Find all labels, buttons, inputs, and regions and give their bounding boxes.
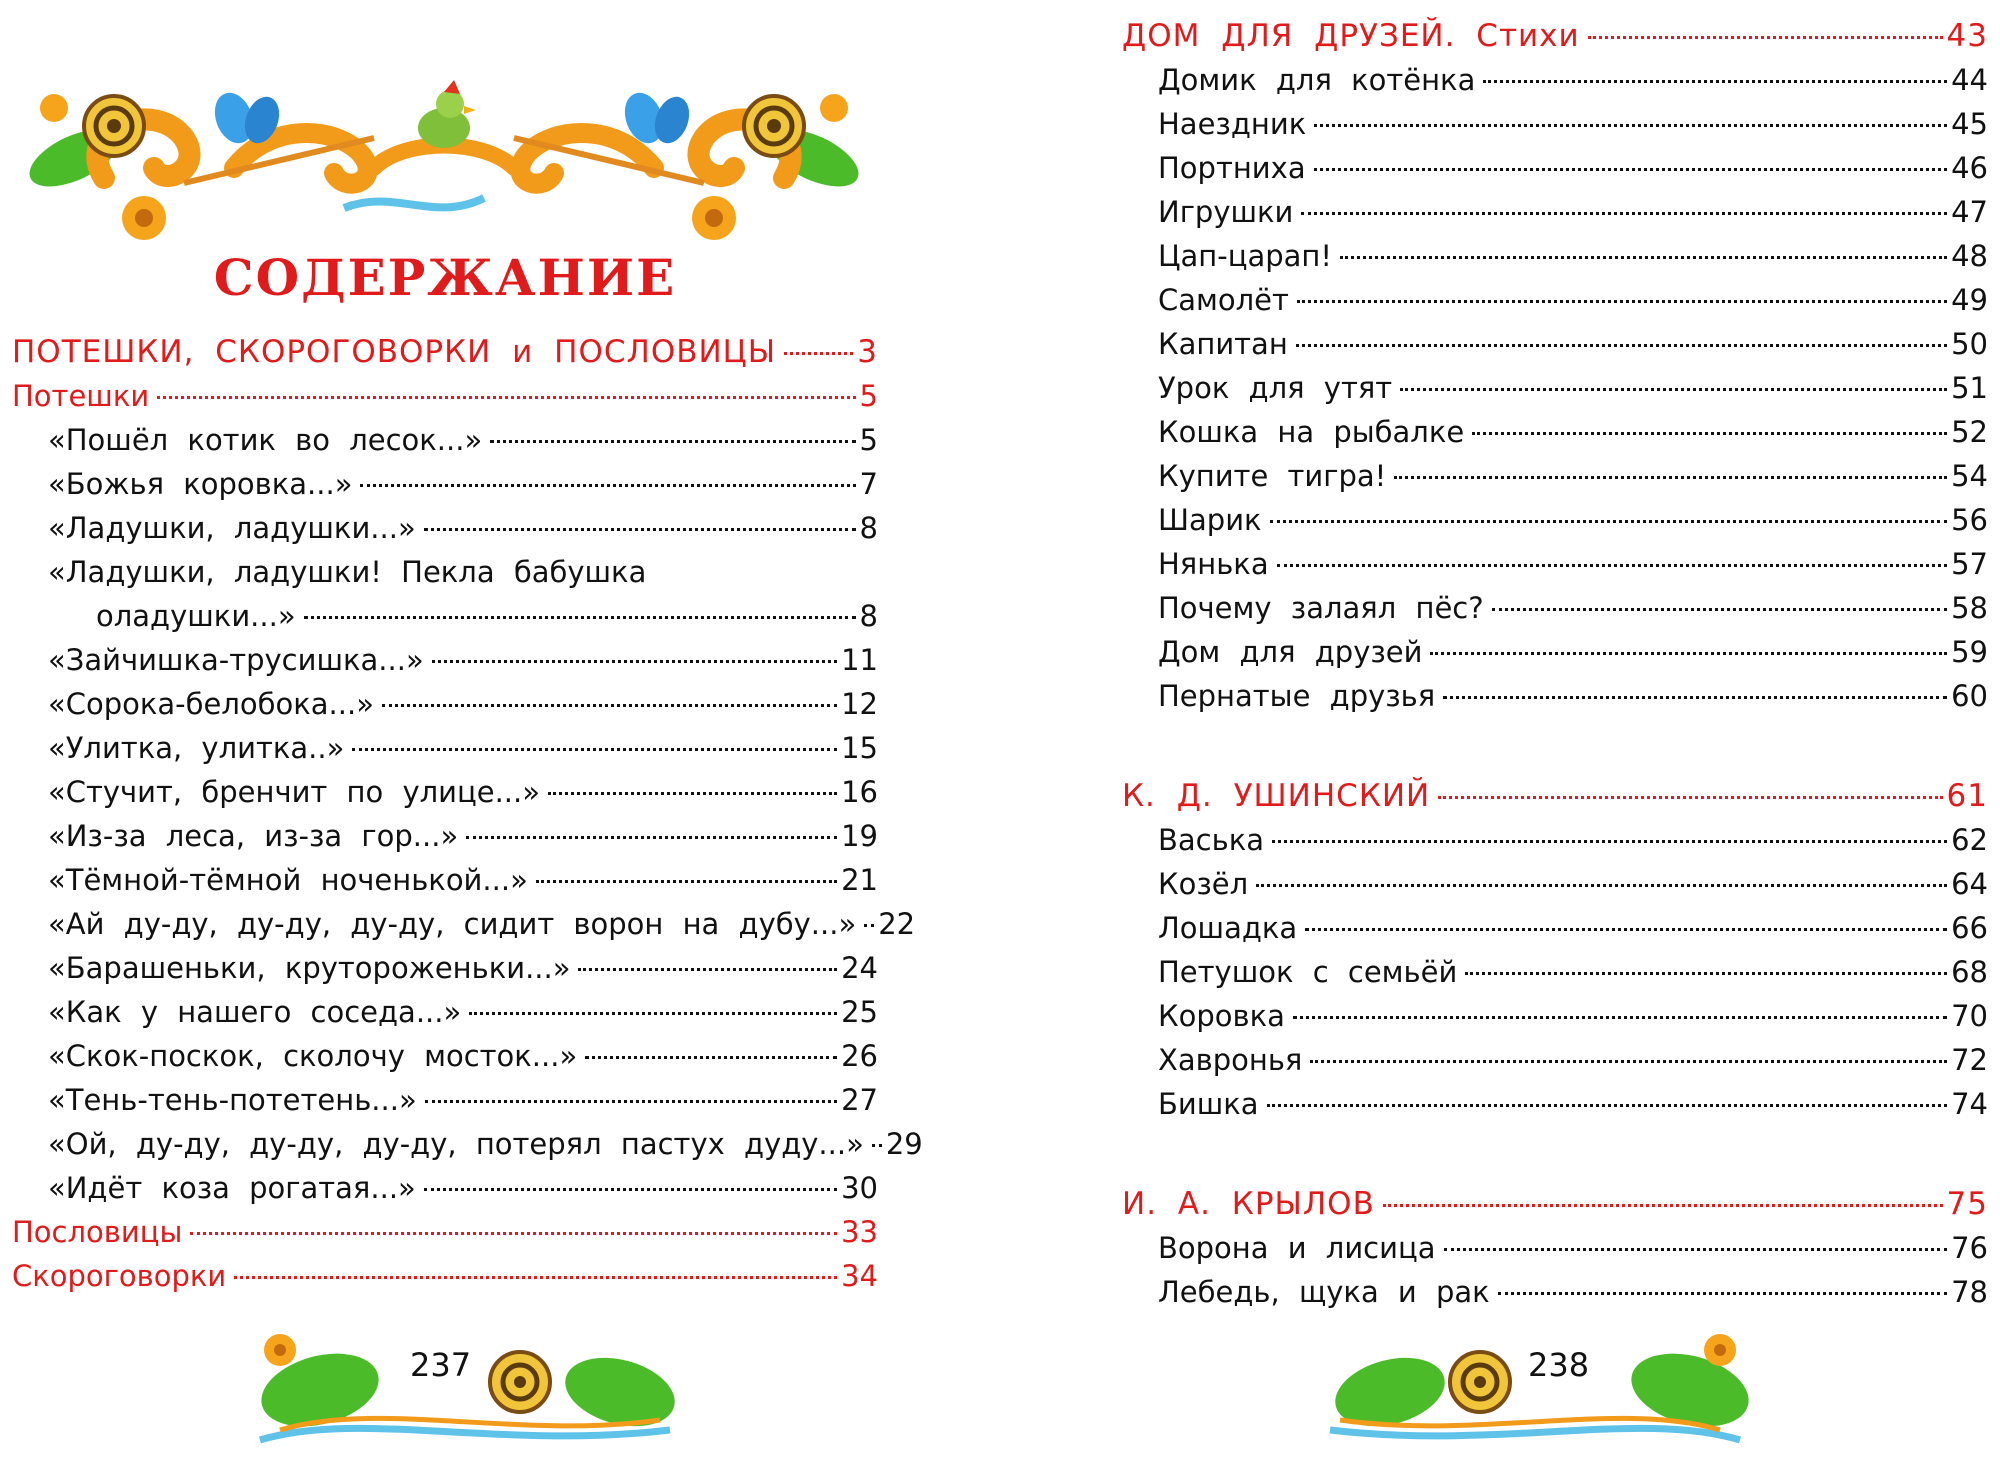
toc-entry-page: 44 bbox=[1951, 63, 1988, 97]
toc-entry-title: Бишка bbox=[1158, 1087, 1259, 1121]
toc-right bbox=[1122, 14, 1988, 1314]
toc-item-row[interactable] bbox=[1122, 278, 1988, 322]
toc-entry-title: Домик для котёнка bbox=[1158, 63, 1476, 97]
dot-leader bbox=[304, 616, 856, 619]
dot-leader bbox=[1588, 36, 1943, 39]
toc-entry-page: 56 bbox=[1951, 503, 1988, 537]
dot-leader bbox=[490, 440, 855, 443]
toc-entry-page: 25 bbox=[841, 995, 878, 1029]
toc-item-row[interactable] bbox=[1122, 322, 1988, 366]
dot-leader bbox=[1443, 696, 1947, 699]
dot-leader bbox=[1314, 168, 1948, 171]
toc-entry-title: Васька bbox=[1158, 823, 1264, 857]
dot-leader bbox=[1272, 840, 1947, 843]
dot-leader bbox=[1498, 1292, 1947, 1295]
dot-leader bbox=[578, 968, 837, 971]
toc-entry-page: 50 bbox=[1951, 327, 1988, 361]
toc-item-row[interactable] bbox=[1122, 1082, 1988, 1126]
header-ornament bbox=[14, 8, 874, 248]
dot-leader bbox=[1472, 432, 1947, 435]
toc-entry-page: 58 bbox=[1951, 591, 1988, 625]
toc-item-row[interactable] bbox=[1122, 674, 1988, 718]
toc-entry-title: Купите тигра! bbox=[1158, 459, 1387, 493]
toc-entry-page: 47 bbox=[1951, 195, 1988, 229]
toc-entry-page: 43 bbox=[1946, 18, 1988, 54]
toc-item-row[interactable] bbox=[1122, 586, 1988, 630]
toc-entry-title: Козёл bbox=[1158, 867, 1249, 901]
toc-item-row[interactable] bbox=[1122, 1226, 1988, 1270]
toc-entry-title: «Сорока-белобока...» bbox=[48, 687, 374, 721]
dot-leader bbox=[382, 704, 837, 707]
toc-entry-title: Коровка bbox=[1158, 999, 1285, 1033]
dot-leader bbox=[585, 1056, 837, 1059]
toc-entry-page: 59 bbox=[1951, 635, 1988, 669]
toc-entry-title: «Тень-тень-потетень...» bbox=[48, 1083, 417, 1117]
flower-icon bbox=[264, 1334, 296, 1366]
toc-entry-page: 75 bbox=[1946, 1186, 1988, 1222]
toc-item-row[interactable] bbox=[1122, 146, 1988, 190]
dot-leader bbox=[352, 748, 837, 751]
toc-entry-page: 57 bbox=[1951, 547, 1988, 581]
dot-leader bbox=[1256, 884, 1947, 887]
toc-entry-title: «Улитка, улитка..» bbox=[48, 731, 345, 765]
toc-entry-page: 62 bbox=[1951, 823, 1988, 857]
toc-entry-title: оладушки...» bbox=[96, 599, 296, 633]
toc-entry-title: Шарик bbox=[1158, 503, 1262, 537]
toc-entry-page: 54 bbox=[1951, 459, 1988, 493]
dot-leader bbox=[190, 1232, 837, 1235]
dot-leader bbox=[1483, 80, 1947, 83]
toc-item-row[interactable] bbox=[1122, 1270, 1988, 1314]
toc-entry-page: 12 bbox=[841, 687, 878, 721]
toc-entry-title: Скороговорки bbox=[12, 1259, 227, 1293]
toc-entry-title: «Ай ду-ду, ду-ду, ду-ду, сидит ворон на дубу...» bbox=[48, 907, 857, 941]
toc-item-row[interactable] bbox=[1122, 454, 1988, 498]
toc-entry-page: 21 bbox=[841, 863, 878, 897]
toc-entry-title: «Ой, ду-ду, ду-ду, ду-ду, потерял пастух дуду...» bbox=[48, 1127, 864, 1161]
toc-item-row[interactable] bbox=[12, 1078, 878, 1122]
snail-icon bbox=[490, 1352, 550, 1412]
toc-entry-title: «Идёт коза рогатая...» bbox=[48, 1171, 416, 1205]
toc-entry-page: 33 bbox=[841, 1215, 878, 1249]
toc-entry-title: Самолёт bbox=[1158, 283, 1289, 317]
page-number: 238 bbox=[1528, 1346, 1590, 1384]
toc-entry-title: Кошка на рыбалке bbox=[1158, 415, 1465, 449]
toc-entry-title: Пословицы bbox=[12, 1215, 183, 1249]
toc-item-row[interactable] bbox=[12, 418, 878, 462]
toc-entry-title: «Скок-поскок, сколочу мосток...» bbox=[48, 1039, 578, 1073]
toc-entry-title: Лебедь, щука и рак bbox=[1158, 1275, 1490, 1309]
toc-item-row[interactable] bbox=[12, 902, 916, 946]
toc-item-row[interactable] bbox=[1122, 102, 1988, 146]
toc-left bbox=[12, 330, 923, 1298]
dot-leader bbox=[1310, 1060, 1947, 1063]
toc-item-row[interactable] bbox=[12, 990, 878, 1034]
toc-entry-page: 34 bbox=[841, 1259, 878, 1293]
dot-leader bbox=[424, 1188, 837, 1191]
dot-leader bbox=[1305, 928, 1947, 931]
toc-item-row[interactable] bbox=[12, 814, 878, 858]
toc-entry-page: 51 bbox=[1951, 371, 1988, 405]
toc-entry-page: 66 bbox=[1951, 911, 1988, 945]
dot-leader bbox=[1270, 520, 1948, 523]
toc-entry-title: «Из-за леса, из-за гор...» bbox=[48, 819, 459, 853]
toc-entry-title: «Божья коровка...» bbox=[48, 467, 353, 501]
toc-entry-title: Петушок с семьёй bbox=[1158, 955, 1458, 989]
toc-entry-title: К. Д. УШИНСКИЙ bbox=[1122, 778, 1431, 814]
toc-entry-title: Наездник bbox=[1158, 107, 1307, 141]
toc-part-row[interactable] bbox=[12, 1254, 878, 1298]
toc-entry-page: 30 bbox=[841, 1171, 878, 1205]
toc-item-row[interactable] bbox=[12, 946, 878, 990]
toc-entry-title: «Зайчишка-трусишка...» bbox=[48, 643, 424, 677]
dot-leader bbox=[425, 1100, 837, 1103]
toc-entry-title: «Как у нашего соседа...» bbox=[48, 995, 462, 1029]
toc-entry-page: 5 bbox=[859, 379, 878, 413]
toc-entry-title: Лошадка bbox=[1158, 911, 1298, 945]
toc-entry-page: 5 bbox=[859, 423, 878, 457]
page-number: 237 bbox=[410, 1346, 472, 1384]
toc-entry-page: 27 bbox=[841, 1083, 878, 1117]
toc-part-row[interactable] bbox=[12, 1210, 878, 1254]
dot-leader bbox=[1430, 652, 1947, 655]
dot-leader bbox=[1383, 1204, 1943, 1207]
toc-item-row[interactable] bbox=[1122, 862, 1988, 906]
dot-leader bbox=[1438, 796, 1942, 799]
dot-leader bbox=[424, 528, 856, 531]
dot-leader bbox=[1314, 124, 1947, 127]
toc-entry-title: «Ладушки, ладушки...» bbox=[48, 511, 416, 545]
toc-item-row[interactable] bbox=[12, 594, 878, 638]
toc-entry-page: 3 bbox=[857, 334, 878, 370]
toc-entry-page: 49 bbox=[1951, 283, 1988, 317]
dot-leader bbox=[1267, 1104, 1948, 1107]
toc-entry-page: 8 bbox=[859, 511, 878, 545]
dot-leader bbox=[466, 836, 837, 839]
toc-entry-page: 52 bbox=[1951, 415, 1988, 449]
toc-entry-page: 76 bbox=[1951, 1231, 1988, 1265]
toc-item-row[interactable] bbox=[1122, 498, 1988, 542]
dot-leader bbox=[1465, 972, 1947, 975]
toc-entry-page: 7 bbox=[859, 467, 878, 501]
dot-leader bbox=[1340, 256, 1947, 259]
toc-entry-title: «Стучит, бренчит по улице...» bbox=[48, 775, 540, 809]
toc-entry-page: 45 bbox=[1951, 107, 1988, 141]
toc-entry-page: 61 bbox=[1946, 778, 1988, 814]
toc-item-row[interactable] bbox=[12, 1034, 878, 1078]
dot-leader bbox=[1492, 608, 1947, 611]
toc-entry-page: 11 bbox=[841, 643, 878, 677]
toc-entry-page: 68 bbox=[1951, 955, 1988, 989]
dot-leader bbox=[864, 924, 874, 927]
toc-entry-title: Ворона и лисица bbox=[1158, 1231, 1436, 1265]
spacer bbox=[1122, 718, 1988, 774]
dot-leader bbox=[1301, 212, 1947, 215]
bird-icon bbox=[418, 80, 476, 148]
toc-item-row[interactable] bbox=[1122, 190, 1988, 234]
toc-section-row[interactable] bbox=[1122, 14, 1988, 58]
toc-entry-title: «Барашеньки, крутороженьки...» bbox=[48, 951, 571, 985]
dot-leader bbox=[1297, 300, 1947, 303]
toc-item-row[interactable] bbox=[1122, 818, 1988, 862]
toc-entry-title: Цап-царап! bbox=[1158, 239, 1332, 273]
toc-entry-title: ДОМ ДЛЯ ДРУЗЕЙ. Стихи bbox=[1122, 18, 1580, 54]
toc-item-row[interactable] bbox=[1122, 630, 1988, 674]
toc-section-row[interactable] bbox=[1122, 1182, 1988, 1226]
dot-leader bbox=[536, 880, 837, 883]
toc-entry-page: 19 bbox=[841, 819, 878, 853]
toc-item-row[interactable] bbox=[1122, 410, 1988, 454]
dot-leader bbox=[157, 396, 855, 399]
toc-section-row[interactable] bbox=[12, 330, 878, 374]
toc-item-row[interactable] bbox=[12, 462, 878, 506]
toc-item-row[interactable] bbox=[12, 682, 878, 726]
dot-leader bbox=[360, 484, 855, 487]
toc-item-row[interactable] bbox=[12, 506, 878, 550]
toc-entry-title: Капитан bbox=[1158, 327, 1288, 361]
toc-item-row[interactable] bbox=[12, 726, 878, 770]
toc-item-row[interactable] bbox=[12, 770, 878, 814]
toc-item-row[interactable] bbox=[1122, 1038, 1988, 1082]
toc-item-row[interactable] bbox=[12, 638, 878, 682]
toc-item-row[interactable] bbox=[1122, 994, 1988, 1038]
dot-leader bbox=[234, 1276, 837, 1279]
toc-item-row[interactable] bbox=[12, 1122, 923, 1166]
toc-section-row[interactable] bbox=[1122, 774, 1988, 818]
dot-leader bbox=[784, 352, 853, 355]
toc-entry-page: 15 bbox=[841, 731, 878, 765]
toc-entry-page: 29 bbox=[885, 1127, 923, 1161]
dot-leader bbox=[1400, 388, 1947, 391]
toc-entry-title: «Пошёл котик во лесок...» bbox=[48, 423, 483, 457]
toc-entry-page: 22 bbox=[878, 907, 916, 941]
dot-leader bbox=[1444, 1248, 1948, 1251]
toc-entry-page: 16 bbox=[841, 775, 878, 809]
toc-item-row[interactable] bbox=[1122, 906, 1988, 950]
toc-entry-title: Игрушки bbox=[1158, 195, 1294, 229]
toc-entry-page: 24 bbox=[841, 951, 878, 985]
flower-icon bbox=[1704, 1334, 1736, 1366]
toc-entry-title: Портниха bbox=[1158, 151, 1306, 185]
toc-entry-title: Пернатые друзья bbox=[1158, 679, 1436, 713]
dot-leader bbox=[1293, 1016, 1947, 1019]
toc-entry-title: Дом для друзей bbox=[1158, 635, 1423, 669]
snail-icon bbox=[84, 96, 144, 156]
toc-entry-page: 70 bbox=[1951, 999, 1988, 1033]
toc-entry-page: 26 bbox=[841, 1039, 878, 1073]
dot-leader bbox=[872, 1144, 882, 1147]
dot-leader bbox=[1394, 476, 1947, 479]
toc-entry-title: ПОТЕШКИ, СКОРОГОВОРКИ и ПОСЛОВИЦЫ bbox=[12, 334, 777, 370]
page-title: СОДЕРЖАНИЕ bbox=[213, 248, 677, 307]
toc-entry-title: «Тёмной-тёмной ноченькой...» bbox=[48, 863, 528, 897]
toc-part-row[interactable] bbox=[12, 374, 878, 418]
toc-entry-page: 8 bbox=[859, 599, 878, 633]
toc-entry-page: 78 bbox=[1951, 1275, 1988, 1309]
toc-item-row[interactable] bbox=[1122, 234, 1988, 278]
toc-entry-page: 48 bbox=[1951, 239, 1988, 273]
spacer bbox=[1122, 1126, 1988, 1182]
toc-entry-page: 46 bbox=[1951, 151, 1988, 185]
toc-item-row[interactable] bbox=[1122, 366, 1988, 410]
toc-item-row[interactable] bbox=[12, 550, 878, 594]
toc-item-row[interactable] bbox=[1122, 542, 1988, 586]
toc-entry-title: Нянька bbox=[1158, 547, 1269, 581]
toc-entry-title: «Ладушки, ладушки! Пекла бабушка bbox=[48, 555, 647, 589]
toc-entry-title: Урок для утят bbox=[1158, 371, 1393, 405]
toc-item-row[interactable] bbox=[1122, 950, 1988, 994]
dot-leader bbox=[1277, 564, 1948, 567]
toc-entry-title: Хавронья bbox=[1158, 1043, 1303, 1077]
snail-icon bbox=[1450, 1352, 1510, 1412]
toc-entry-page: 64 bbox=[1951, 867, 1988, 901]
dot-leader bbox=[469, 1012, 837, 1015]
dot-leader bbox=[1296, 344, 1947, 347]
toc-entry-page: 60 bbox=[1951, 679, 1988, 713]
toc-entry-page: 72 bbox=[1951, 1043, 1988, 1077]
toc-item-row[interactable] bbox=[1122, 58, 1988, 102]
toc-item-row[interactable] bbox=[12, 858, 878, 902]
toc-item-row[interactable] bbox=[12, 1166, 878, 1210]
dot-leader bbox=[432, 660, 837, 663]
toc-entry-title: И. А. КРЫЛОВ bbox=[1122, 1186, 1375, 1222]
dot-leader bbox=[548, 792, 837, 795]
toc-entry-title: Почему залаял пёс? bbox=[1158, 591, 1484, 625]
toc-entry-page: 74 bbox=[1951, 1087, 1988, 1121]
toc-entry-title: Потешки bbox=[12, 379, 150, 413]
snail-icon bbox=[744, 96, 804, 156]
